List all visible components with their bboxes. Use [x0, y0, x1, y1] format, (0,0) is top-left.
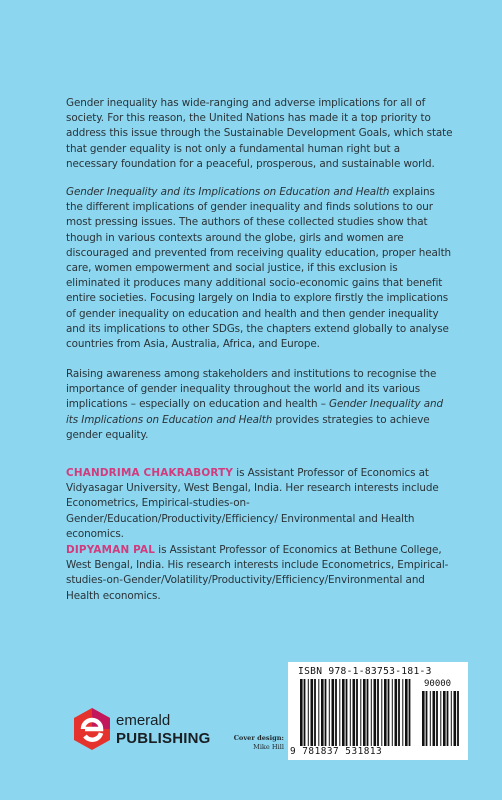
barcode-bar: [381, 679, 382, 746]
barcode-bar: [314, 679, 316, 746]
barcode-bar: [402, 679, 403, 746]
barcode-bar: [374, 679, 377, 746]
author-bio-2-text: is Assistant Professor of Economics at Bethune College, West Bengal, India. His research interests include Econometrics, Empirical-studies-on-Gender/Volatility/Productivity/Efficiency/Environmental and Health economics.: [66, 544, 449, 602]
barcode-bar: [308, 679, 309, 746]
barcode-bar: [392, 679, 393, 746]
barcode-bar: [377, 679, 379, 746]
barcode-bar: [447, 691, 449, 746]
blurb-paragraph-1: Gender inequality has wide-ranging and adverse implications for all of society. For this reason, the United Nations has made it a top priority to address this issue through the Sustainable Development Goals, which state that gender equality is not only a fundamental human right but a necessary foundation for a peaceful, prosperous, and sustainable world.: [66, 97, 453, 170]
barcode-bar: [388, 679, 390, 746]
barcode-bar: [395, 679, 398, 746]
blurb-paragraph-3: [66, 367, 454, 443]
barcode-bar: [398, 679, 400, 746]
cover-designer-name: Mike Hill: [253, 743, 284, 751]
barcode-bar: [304, 679, 306, 746]
blurb-paragraph-2: [66, 185, 454, 352]
barcode-bar: [332, 679, 335, 746]
barcode-bar: [356, 679, 358, 746]
barcode-bar: [454, 691, 457, 746]
book-title-italic: Gender Inequality and its Implications on Education and Health: [66, 186, 390, 198]
barcode-bar: [405, 679, 408, 746]
emerald-publishing-logo: [72, 705, 211, 753]
barcode-bar: [433, 691, 436, 746]
blurb-paragraph-3-end: provides strategies to achieve gender equality.: [66, 413, 430, 441]
ean-digits: 9 781837 531813: [290, 746, 383, 757]
barcode-bar: [457, 691, 459, 746]
barcode-bar: [371, 679, 372, 746]
author-name-1: CHANDRIMA CHAKRABORTY: [66, 467, 234, 479]
author-bio-1: [66, 466, 454, 542]
barcode-bar: [430, 691, 431, 746]
barcode-bar: [367, 679, 369, 746]
blurb-paragraph-3-start: Raising awareness among stakeholders and institutions to recognise the importance of gender inequality throughout the world and its various implications – especially on education and health –: [66, 368, 437, 411]
barcode-bar: [329, 679, 330, 746]
barcode-bar: [409, 679, 411, 746]
cover-design-credit: [206, 734, 284, 752]
author-name-2: DIPYAMAN PAL: [66, 544, 156, 556]
barcode-bar: [353, 679, 356, 746]
barcode-bar: [451, 691, 452, 746]
isbn-barcode: [288, 662, 468, 760]
emerald-logo-icon: [72, 707, 112, 751]
barcode-bar: [426, 691, 428, 746]
barcode-bar: [342, 679, 345, 746]
barcode-bar: [422, 691, 425, 746]
blurb-paragraph-2-text: explains the different implications of gender inequality and finds solutions to our most pressing issues. The authors of these collected studies show that though in various contexts around the globe, girls and women are discouraged and prevented from receiving quality education, proper health care, women empowerment and social justice, if this exclusion is eliminated it produces many additional socio-economic gains that benefit entire societies. Focusing largely on India to explore firstly the implications of gender inequality on education and health and then gender inequality and its implications to other SDGs, the chapters extend globally to analyse countries from Asia, Australia, Africa, and Europe.: [66, 186, 452, 351]
logo-wordmark-emerald: emerald: [116, 712, 171, 729]
barcode-bar: [321, 679, 324, 746]
barcode-bar: [318, 679, 319, 746]
barcode-bar: [346, 679, 348, 746]
barcode-bar: [363, 679, 366, 746]
barcode-bar: [350, 679, 351, 746]
barcode-bar: [440, 691, 441, 746]
barcode-bar: [384, 679, 387, 746]
isbn-text: ISBN 978-1-83753-181-3: [298, 666, 432, 677]
book-title-italic: Gender Inequality and its Implications on Education and Health: [66, 398, 443, 426]
cover-design-label: Cover design:: [233, 734, 284, 742]
barcode-bar: [325, 679, 327, 746]
barcode-bar: [360, 679, 361, 746]
logo-wordmark-publishing: PUBLISHING: [116, 730, 211, 747]
barcode-bar: [443, 691, 446, 746]
barcode-bar: [311, 679, 314, 746]
author-bio-1-text: is Assistant Professor of Economics at Vidyasagar University, West Bengal, India. Her research interests include Econometrics, Empirical-studies-on-Gender/Education/Productivity/Efficiency/ Environmental and Health economics.: [66, 467, 439, 540]
barcode-bar: [436, 691, 438, 746]
barcode-bar: [300, 679, 303, 746]
price-code: 90000: [424, 679, 452, 689]
author-bio-2: [66, 543, 454, 604]
barcode-bar: [335, 679, 337, 746]
barcode-bar: [339, 679, 340, 746]
